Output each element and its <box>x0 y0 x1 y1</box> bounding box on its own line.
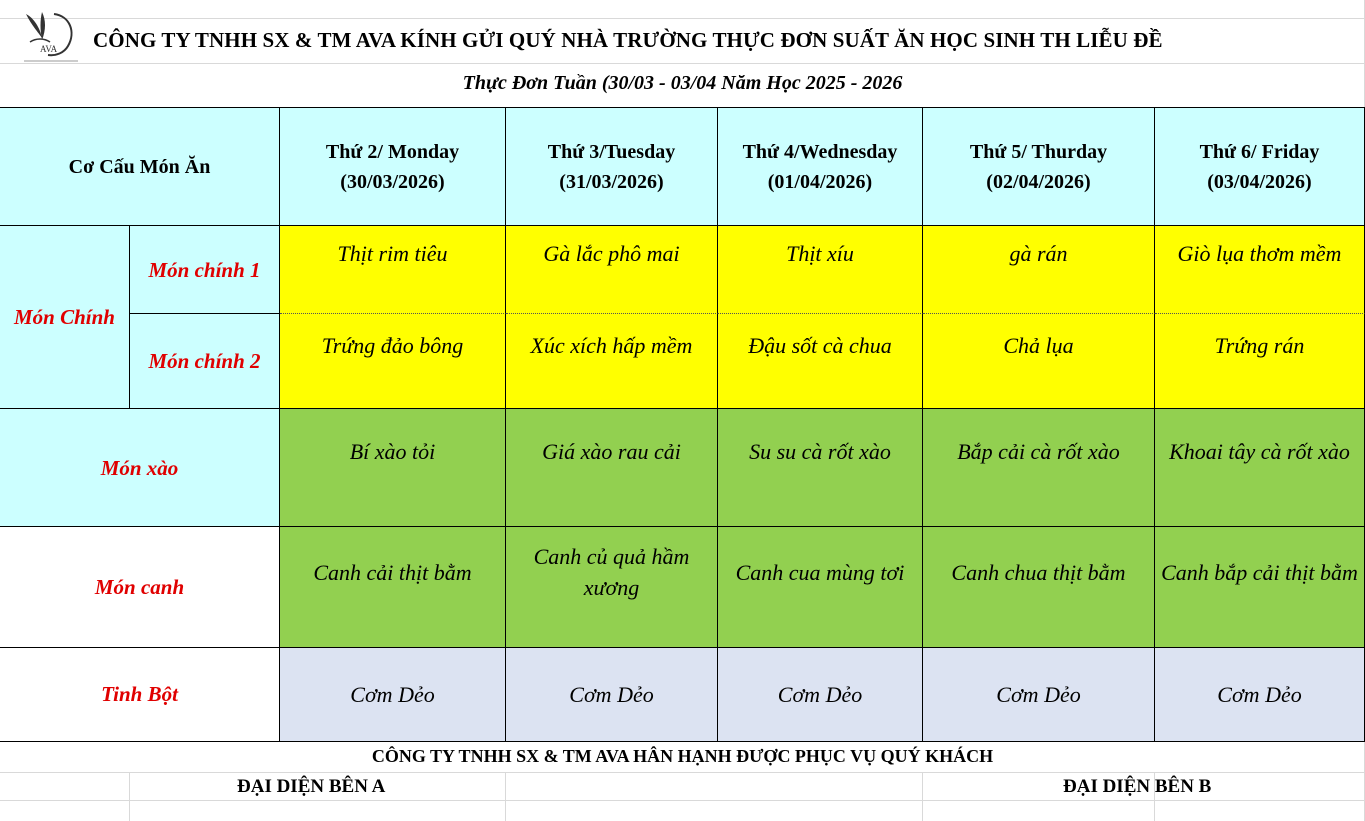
menu-cell-soup-wed <box>718 527 923 648</box>
day-name: Thứ 4/Wednesday <box>742 140 898 163</box>
row-label-main-1 <box>130 226 280 314</box>
menu-cell-main1-tue <box>506 226 718 314</box>
row-label-text: Món xào <box>100 455 179 480</box>
company-logo <box>20 8 82 64</box>
page-title: CÔNG TY TNHH SX & TM AVA KÍNH GỬI QUÝ NHÀ TRƯỜNG THỰC ĐƠN SUẤT ĂN HỌC SINH TH LIỄU ĐỀ <box>93 28 1163 52</box>
menu-cell-main1-thu <box>923 226 1155 314</box>
menu-cell-starch-tue <box>506 648 718 742</box>
dish-name: Gà lắc phô mai <box>543 241 680 266</box>
signature-party-b: ĐẠI DIỆN BÊN B <box>1063 776 1212 797</box>
menu-cell-main2-mon <box>280 314 506 409</box>
dish-name: Bí xào tỏi <box>349 439 436 464</box>
dish-name: Su su cà rốt xào <box>749 439 891 464</box>
dish-name: Cơm Dẻo <box>1217 681 1302 707</box>
gridline <box>922 772 923 821</box>
menu-cell-soup-mon <box>280 527 506 648</box>
row-label-soup <box>0 527 280 648</box>
row-label-text: Tinh Bột <box>101 682 178 706</box>
menu-cell-main2-tue <box>506 314 718 409</box>
dish-name: Chả lụa <box>1003 333 1074 358</box>
menu-cell-main2-wed <box>718 314 923 409</box>
row-label-starch <box>0 648 280 742</box>
dish-name: Giá xào rau cải <box>542 439 681 464</box>
menu-cell-main2-fri <box>1155 314 1365 409</box>
dish-name: Thịt rim tiêu <box>337 241 448 266</box>
menu-cell-stirfry-thu <box>923 409 1155 527</box>
day-header-friday <box>1155 108 1365 226</box>
dish-name: gà rán <box>1009 241 1068 266</box>
day-date: (02/04/2026) <box>986 170 1091 193</box>
menu-cell-main1-wed <box>718 226 923 314</box>
footer-thanks: CÔNG TY TNHH SX & TM AVA HÂN HẠNH ĐƯỢC PHỤC VỤ QUÝ KHÁCH <box>371 746 994 766</box>
dish-name: Trứng đảo bông <box>321 333 464 358</box>
svg-text:AVA: AVA <box>40 44 58 54</box>
day-header-tuesday <box>506 108 718 226</box>
dish-name: Khoai tây cà rốt xào <box>1169 439 1350 464</box>
dish-name: Thịt xíu <box>786 241 854 266</box>
menu-cell-stirfry-mon <box>280 409 506 527</box>
day-name: Thứ 3/Tuesday <box>547 140 676 163</box>
day-header-thursday <box>923 108 1155 226</box>
corner-header <box>0 108 280 226</box>
day-date: (31/03/2026) <box>559 170 664 193</box>
dish-name: Bắp cải cà rốt xào <box>957 439 1120 464</box>
bird-logo-icon <box>20 8 82 64</box>
corner-label: Cơ Cấu Món Ăn <box>68 155 211 178</box>
page-subtitle: Thực Đơn Tuần (30/03 - 03/04 Năm Học 2025 - 2026 <box>462 72 903 94</box>
menu-cell-starch-wed <box>718 648 923 742</box>
dish-name: Canh bắp cải thịt bằm <box>1161 559 1358 585</box>
dish-name: Cơm Dẻo <box>777 681 863 707</box>
dish-name: Trứng rán <box>1214 333 1305 358</box>
group-label-main-dish <box>0 226 130 409</box>
gridline <box>0 18 1365 19</box>
row-label-text: Món chính 1 <box>148 257 261 282</box>
menu-cell-soup-thu <box>923 527 1155 648</box>
day-date: (01/04/2026) <box>767 170 873 193</box>
signature-party-a: ĐẠI DIỆN BÊN A <box>237 776 386 797</box>
dish-name: Giò lụa thơm mềm <box>1177 241 1342 266</box>
dish-name: Cơm Dẻo <box>350 681 435 707</box>
dish-name: Canh cua mùng tơi <box>735 559 905 585</box>
menu-cell-soup-tue <box>506 527 718 648</box>
menu-cell-starch-fri <box>1155 648 1365 742</box>
menu-cell-main1-fri <box>1155 226 1365 314</box>
dish-name: Xúc xích hấp mềm <box>530 333 693 358</box>
dish-name: Đậu sốt cà chua <box>748 333 892 358</box>
menu-cell-soup-fri <box>1155 527 1365 648</box>
day-name: Thứ 2/ Monday <box>325 140 460 163</box>
menu-cell-stirfry-fri <box>1155 409 1365 527</box>
row-label-text: Món chính 2 <box>148 349 261 373</box>
dish-name: Canh chua thịt bằm <box>951 559 1126 585</box>
menu-cell-starch-mon <box>280 648 506 742</box>
dish-name: Cơm Dẻo <box>996 681 1081 707</box>
menu-cell-main2-thu <box>923 314 1155 409</box>
dish-name: Cơm Dẻo <box>569 681 654 707</box>
menu-cell-stirfry-wed <box>718 409 923 527</box>
menu-cell-main1-mon <box>280 226 506 314</box>
dish-name: Canh cải thịt bằm <box>313 559 472 585</box>
day-name: Thứ 6/ Friday <box>1199 140 1320 163</box>
gridline <box>129 772 130 821</box>
menu-cell-stirfry-tue <box>506 409 718 527</box>
row-label-main-2 <box>130 314 280 409</box>
gridline <box>0 63 1365 64</box>
gridline <box>0 772 1365 773</box>
row-label-text: Món canh <box>94 574 185 599</box>
gridline <box>0 800 1365 801</box>
day-name: Thứ 5/ Thurday <box>969 140 1108 163</box>
dish-name: Canh củ quả hầm xương <box>533 544 690 600</box>
row-label-stir-fry <box>0 409 280 527</box>
day-header-monday <box>280 108 506 226</box>
gridline <box>505 772 506 821</box>
day-date: (03/04/2026) <box>1207 170 1312 193</box>
group-label-text: Món Chính <box>14 305 115 329</box>
day-date: (30/03/2026) <box>340 170 445 193</box>
menu-cell-starch-thu <box>923 648 1155 742</box>
day-header-wednesday <box>718 108 923 226</box>
